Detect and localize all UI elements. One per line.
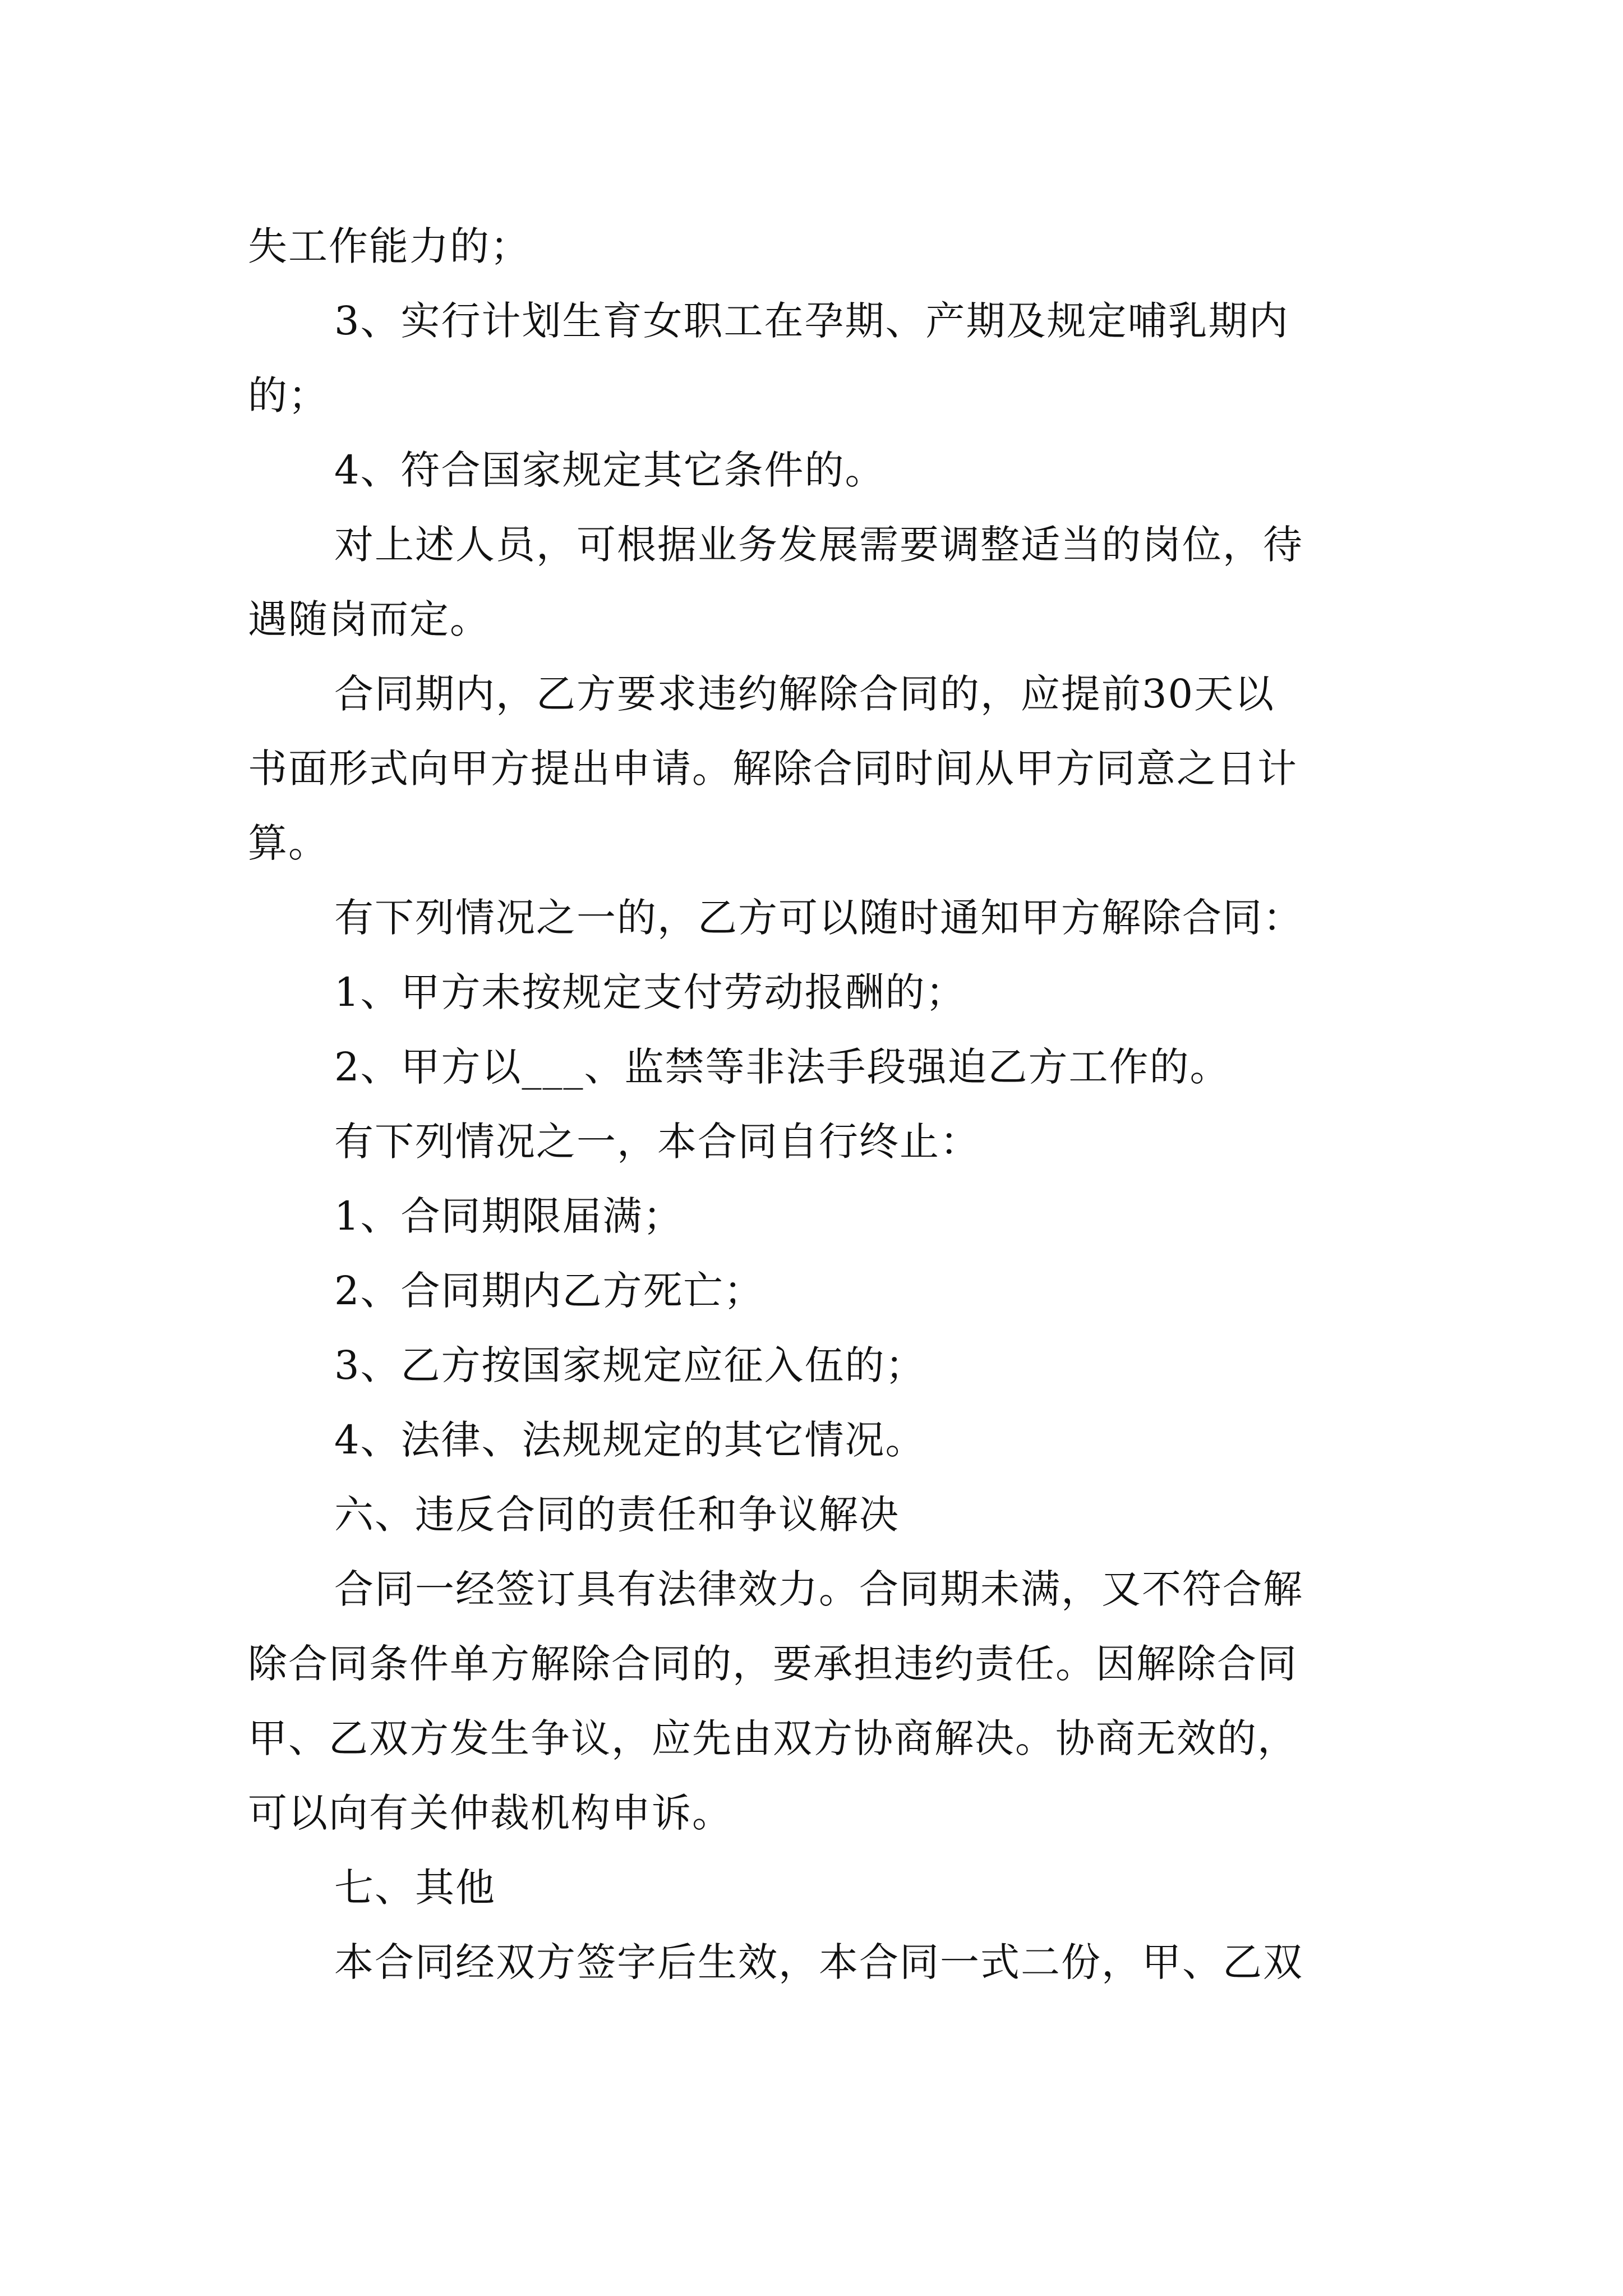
text-line: 4、法律、法规规定的其它情况。 — [334, 1417, 926, 1463]
text-line: 2、甲方以___、监禁等非法手段强迫乙方工作的。 — [334, 1044, 1230, 1090]
text-line: 2、合同期内乙方死亡； — [334, 1268, 764, 1314]
text-line: 4、符合国家规定其它条件的。 — [334, 447, 886, 493]
text-line: 失工作能力的； — [248, 223, 531, 269]
text-line: 合同一经签订具有法律效力。合同期未满，又不符合解 — [334, 1566, 1303, 1612]
text-line: 甲、乙双方发生争议，应先由双方协商解决。协商无效的， — [248, 1715, 1298, 1761]
text-line: 3、实行计划生育女职工在孕期、产期及规定哺乳期内 — [334, 298, 1289, 344]
section-heading: 七、其他 — [334, 1865, 496, 1911]
text-line: 3、乙方按国家规定应征入伍的； — [334, 1342, 926, 1388]
text-line: 本合同经双方签字后生效，本合同一式二份，甲、乙双 — [334, 1939, 1303, 1985]
text-line: 的； — [248, 372, 329, 418]
text-line: 书面形式向甲方提出申请。解除合同时间从甲方同意之日计 — [248, 746, 1298, 792]
text-line: 算。 — [248, 820, 329, 866]
text-line: 1、甲方未按规定支付劳动报酬的； — [334, 969, 966, 1015]
text-line: 遇随岗而定。 — [248, 596, 490, 642]
text-line: 对上述人员，可根据业务发展需要调整适当的岗位，待 — [334, 522, 1303, 568]
text-line: 除合同条件单方解除合同的，要承担违约责任。因解除合同 — [248, 1641, 1298, 1687]
text-line: 可以向有关仲裁机构申诉。 — [248, 1790, 732, 1836]
text-line: 合同期内，乙方要求违约解除合同的，应提前30天以 — [334, 671, 1275, 717]
text-line: 有下列情况之一，本合同自行终止： — [334, 1119, 980, 1165]
section-heading: 六、违反合同的责任和争议解决 — [334, 1492, 900, 1538]
text-line: 1、合同期限届满； — [334, 1193, 684, 1239]
text-line: 有下列情况之一的，乙方可以随时通知甲方解除合同： — [334, 895, 1303, 941]
